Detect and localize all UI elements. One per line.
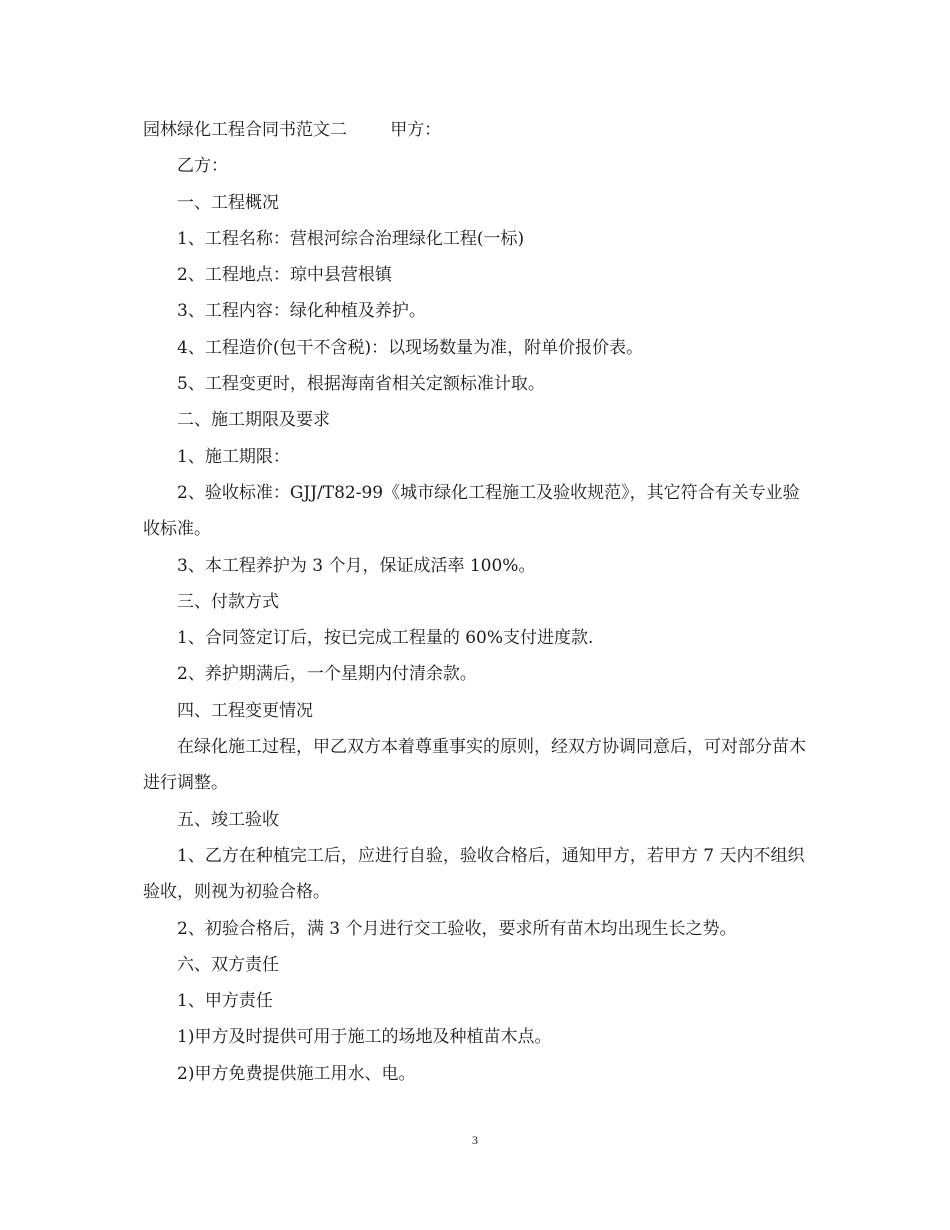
- paragraph: 1)甲方及时提供可用于施工的场地及种植苗木点。: [177, 1027, 552, 1048]
- paragraph: 5、工程变更时，根据海南省相关定额标准计取。: [177, 374, 545, 395]
- paragraph: 2)甲方免费提供施工用水、电。: [177, 1063, 416, 1084]
- paragraph: 2、验收标准：GJJ/T82-99《城市绿化工程施工及验收规范》，其它符合有关专业验收标准。: [143, 482, 800, 540]
- paragraph: 1、合同签定订后，按已完成工程量的 60%支付进度款.: [177, 628, 594, 649]
- paragraph-party-b: 乙方：: [177, 156, 228, 177]
- section-heading: 六、双方责任: [177, 954, 279, 975]
- paragraph: 3、工程内容：绿化种植及养护。: [177, 301, 426, 322]
- section-heading: 一、工程概况: [177, 192, 279, 213]
- paragraph: 在绿化施工过程，甲乙双方本着尊重事实的原则，经双方协调同意后，可对部分苗木进行调整。: [143, 737, 806, 794]
- section-heading: 三、付款方式: [177, 591, 279, 612]
- paragraph: 1、工程名称：营根河综合治理绿化工程(一标): [177, 228, 525, 249]
- section-heading: 二、施工期限及要求: [177, 410, 330, 431]
- section-heading: 四、工程变更情况: [177, 700, 313, 721]
- paragraph-title: 园林绿化工程合同书范文二 甲方：: [143, 120, 442, 140]
- paragraph: 2、工程地点：琼中县营根镇: [177, 265, 392, 286]
- page-number: 3: [472, 1133, 478, 1147]
- section-heading: 五、竣工验收: [177, 809, 279, 830]
- paragraph: 4、工程造价(包干不含税)：以现场数量为准，附单价报价表。: [177, 337, 644, 358]
- paragraph: 2、初验合格后，满 3 个月进行交工验收，要求所有苗木均出现生长之势。: [177, 918, 737, 939]
- document-body: [143, 112, 808, 1092]
- paragraph: 1、乙方在种植完工后，应进行自验，验收合格后，通知甲方，若甲方 7 天内不组织验收，则视为初验合格。: [143, 845, 805, 903]
- paragraph: 2、养护期满后，一个星期内付清余款。: [177, 664, 477, 685]
- paragraph: 1、甲方责任: [177, 991, 273, 1012]
- paragraph: 1、施工期限：: [177, 446, 290, 467]
- paragraph: 3、本工程养护为 3 个月，保证成活率 100%。: [177, 555, 536, 576]
